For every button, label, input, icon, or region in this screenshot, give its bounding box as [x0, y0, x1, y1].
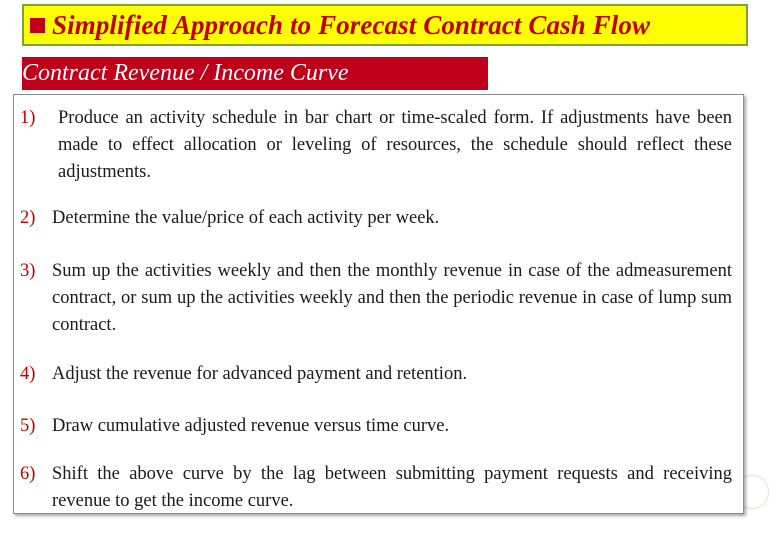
list-item-text: Determine the value/price of each activity per week. [52, 208, 440, 228]
section-header: Contract Revenue / Income Curve [22, 57, 488, 90]
list-item-text: Adjust the revenue for advanced payment and retention. [52, 364, 468, 384]
slide-title: Simplified Approach to Forecast Contract Cash Flow [52, 9, 651, 40]
list-item [20, 461, 732, 515]
list-item-text: Shift the above curve by the lag between submitting payment requests and receiving revenue to get the income curve. [52, 464, 732, 511]
list-item-number: 3) [20, 261, 36, 281]
list-item [20, 205, 732, 232]
list-item-number: 4) [20, 364, 36, 384]
list-item-text: Produce an activity schedule in bar chart or time-scaled form. If adjustments have been made to effect allocation or leveling of resources, the schedule should reflect these adjustments. [58, 108, 732, 182]
list-item [20, 105, 732, 186]
list-item-number: 2) [20, 208, 36, 228]
list-item-number: 6) [20, 464, 36, 484]
list-item-text: Sum up the activities weekly and then the monthly revenue in case of the admeasurement contract, or sum up the activities weekly and then the periodic revenue in case of lump sum contract. [52, 261, 732, 335]
slide-title-bar [22, 4, 748, 46]
content-box [13, 94, 744, 514]
list-item [20, 413, 732, 440]
list-item [20, 361, 732, 388]
list-item-number: 1) [20, 108, 36, 128]
square-bullet-icon [30, 18, 45, 33]
list-item-text: Draw cumulative adjusted revenue versus time curve. [52, 416, 450, 436]
list-item-number: 5) [20, 416, 36, 436]
list-item [20, 258, 732, 339]
